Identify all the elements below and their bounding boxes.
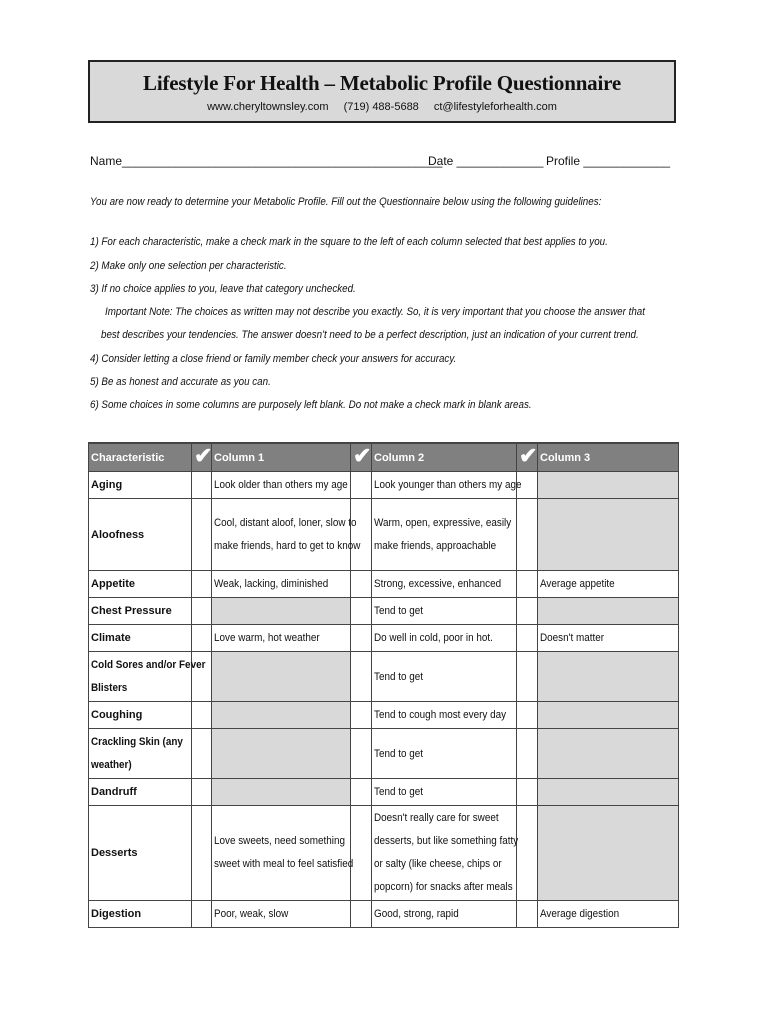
- checkmark-icon: ✔: [353, 443, 372, 468]
- choice-dandruff-col3-blank: [538, 779, 679, 806]
- check-header-icon: [192, 443, 212, 472]
- checkbox-aging-col2[interactable]: [351, 472, 372, 499]
- checkmark-icon: ✔: [519, 443, 538, 468]
- checkbox-chest-col3[interactable]: [517, 598, 538, 625]
- checkbox-digestion-col1[interactable]: [192, 901, 212, 928]
- characteristic-appetite: Appetite: [89, 571, 192, 598]
- checkbox-appetite-col2[interactable]: [351, 571, 372, 598]
- table-row: [89, 598, 679, 625]
- choice-digestion-col1: Poor, weak, slow: [212, 901, 351, 928]
- table-row: [89, 779, 679, 806]
- checkbox-chest-col2[interactable]: [351, 598, 372, 625]
- choice-skin-col3-blank: [538, 729, 679, 779]
- checkmark-icon: ✔: [194, 443, 213, 468]
- checkbox-climate-col1[interactable]: [192, 625, 212, 652]
- name-field[interactable]: Name________________________________________________: [90, 154, 443, 168]
- choice-aloofness-col3-blank: [538, 499, 679, 571]
- characteristic-digestion: Digestion: [89, 901, 192, 928]
- header-column-2: Column 2: [372, 443, 517, 472]
- choice-skin-col1-blank: [212, 729, 351, 779]
- choice-climate-col3: Doesn't matter: [538, 625, 679, 652]
- table-row: [89, 702, 679, 729]
- checkbox-coldsores-col3[interactable]: [517, 652, 538, 702]
- choice-aloofness-col2: Warm, open, expressive, easily make friends, approachable: [372, 499, 517, 571]
- choice-coughing-col1-blank: [212, 702, 351, 729]
- instruction-6: 6) Some choices in some columns are purposely left blank. Do not make a check mark in blank areas.: [90, 399, 532, 411]
- choice-chest-col3-blank: [538, 598, 679, 625]
- choice-coldsores-col3-blank: [538, 652, 679, 702]
- checkbox-appetite-col1[interactable]: [192, 571, 212, 598]
- checkbox-dandruff-col2[interactable]: [351, 779, 372, 806]
- checkbox-coughing-col1[interactable]: [192, 702, 212, 729]
- choice-appetite-col1: Weak, lacking, diminished: [212, 571, 351, 598]
- table-row: [89, 571, 679, 598]
- table-header-row: [89, 443, 679, 472]
- table-row: [89, 625, 679, 652]
- choice-coughing-col3-blank: [538, 702, 679, 729]
- table-row: [89, 729, 679, 779]
- checkbox-aloofness-col3[interactable]: [517, 499, 538, 571]
- choice-digestion-col3: Average digestion: [538, 901, 679, 928]
- characteristic-crackling-skin: Crackling Skin (any weather): [89, 729, 192, 779]
- questionnaire-table: [88, 442, 679, 928]
- choice-aging-col2: Look younger than others my age: [372, 472, 517, 499]
- checkbox-desserts-col1[interactable]: [192, 806, 212, 901]
- choice-coldsores-col2: Tend to get: [372, 652, 517, 702]
- choice-chest-col1-blank: [212, 598, 351, 625]
- choice-dandruff-col1-blank: [212, 779, 351, 806]
- email-link[interactable]: ct@lifestyleforhealth.com: [433, 101, 557, 113]
- important-note-1: Important Note: The choices as written may not describe you exactly. So, it is very important that you choose the answer that: [105, 306, 645, 318]
- choice-desserts-col3-blank: [538, 806, 679, 901]
- header-column-3: Column 3: [538, 443, 679, 472]
- check-header-icon: [351, 443, 372, 472]
- choice-appetite-col2: Strong, excessive, enhanced: [372, 571, 517, 598]
- choice-dandruff-col2: Tend to get: [372, 779, 517, 806]
- checkbox-coughing-col3[interactable]: [517, 702, 538, 729]
- characteristic-coughing: Coughing: [89, 702, 192, 729]
- checkbox-climate-col2[interactable]: [351, 625, 372, 652]
- checkbox-chest-col1[interactable]: [192, 598, 212, 625]
- choice-desserts-col2: Doesn't really care for sweet desserts, but like something fatty or salty (like cheese, chips or popcorn) for snacks after meals: [372, 806, 517, 901]
- contact-line: [90, 101, 674, 113]
- choice-chest-col2: Tend to get: [372, 598, 517, 625]
- checkbox-coughing-col2[interactable]: [351, 702, 372, 729]
- instruction-1: 1) For each characteristic, make a check mark in the square to the left of each column selected that best applies to you.: [90, 236, 608, 248]
- table-row: [89, 499, 679, 571]
- checkbox-desserts-col2[interactable]: [351, 806, 372, 901]
- checkbox-climate-col3[interactable]: [517, 625, 538, 652]
- website-link[interactable]: www.cheryltownsley.com: [207, 101, 329, 113]
- header-column-1: Column 1: [212, 443, 351, 472]
- characteristic-cold-sores: Cold Sores and/or Fever Blisters: [89, 652, 192, 702]
- date-field[interactable]: Date _____________: [428, 154, 544, 168]
- instruction-4: 4) Consider letting a close friend or family member check your answers for accuracy.: [90, 353, 457, 365]
- choice-coldsores-col1-blank: [212, 652, 351, 702]
- choice-climate-col2: Do well in cold, poor in hot.: [372, 625, 517, 652]
- characteristic-chest-pressure: Chest Pressure: [89, 598, 192, 625]
- checkbox-digestion-col3[interactable]: [517, 901, 538, 928]
- table-row: [89, 472, 679, 499]
- checkbox-aging-col1[interactable]: [192, 472, 212, 499]
- choice-aging-col3-blank: [538, 472, 679, 499]
- choice-coughing-col2: Tend to cough most every day: [372, 702, 517, 729]
- characteristic-dandruff: Dandruff: [89, 779, 192, 806]
- checkbox-desserts-col3[interactable]: [517, 806, 538, 901]
- choice-climate-col1: Love warm, hot weather: [212, 625, 351, 652]
- checkbox-skin-col1[interactable]: [192, 729, 212, 779]
- choice-digestion-col2: Good, strong, rapid: [372, 901, 517, 928]
- instruction-2: 2) Make only one selection per characteristic.: [90, 260, 287, 272]
- choice-aloofness-col1: Cool, distant aloof, loner, slow to make friends, hard to get to know: [212, 499, 351, 571]
- characteristic-desserts: Desserts: [89, 806, 192, 901]
- table-row: [89, 901, 679, 928]
- table-row: [89, 652, 679, 702]
- instructions-intro: You are now ready to determine your Metabolic Profile. Fill out the Questionnaire below using the following guidelines:: [90, 196, 602, 208]
- header-box: [88, 60, 676, 123]
- characteristic-aloofness: Aloofness: [89, 499, 192, 571]
- page-title: Lifestyle For Health – Metabolic Profile Questionnaire: [143, 71, 621, 95]
- checkbox-digestion-col2[interactable]: [351, 901, 372, 928]
- choice-skin-col2: Tend to get: [372, 729, 517, 779]
- characteristic-aging: Aging: [89, 472, 192, 499]
- table-row: [89, 806, 679, 901]
- profile-field[interactable]: Profile _____________: [546, 154, 671, 168]
- checkbox-aloofness-col2[interactable]: [351, 499, 372, 571]
- characteristic-climate: Climate: [89, 625, 192, 652]
- checkbox-skin-col2[interactable]: [351, 729, 372, 779]
- choice-aging-col1: Look older than others my age: [212, 472, 351, 499]
- check-header-icon: [517, 443, 538, 472]
- checkbox-skin-col3[interactable]: [517, 729, 538, 779]
- header-characteristic: Characteristic: [89, 443, 192, 472]
- important-note-2: best describes your tendencies. The answer doesn't need to be a perfect description, just an indication of your current trend.: [101, 329, 639, 341]
- checkbox-appetite-col3[interactable]: [517, 571, 538, 598]
- phone-number: (719) 488-5688: [343, 101, 419, 113]
- instruction-5: 5) Be as honest and accurate as you can.: [90, 376, 271, 388]
- instruction-3: 3) If no choice applies to you, leave that category unchecked.: [90, 283, 356, 295]
- checkbox-dandruff-col1[interactable]: [192, 779, 212, 806]
- checkbox-dandruff-col3[interactable]: [517, 779, 538, 806]
- choice-appetite-col3: Average appetite: [538, 571, 679, 598]
- choice-desserts-col1: Love sweets, need something sweet with meal to feel satisfied: [212, 806, 351, 901]
- checkbox-aloofness-col1[interactable]: [192, 499, 212, 571]
- checkbox-coldsores-col2[interactable]: [351, 652, 372, 702]
